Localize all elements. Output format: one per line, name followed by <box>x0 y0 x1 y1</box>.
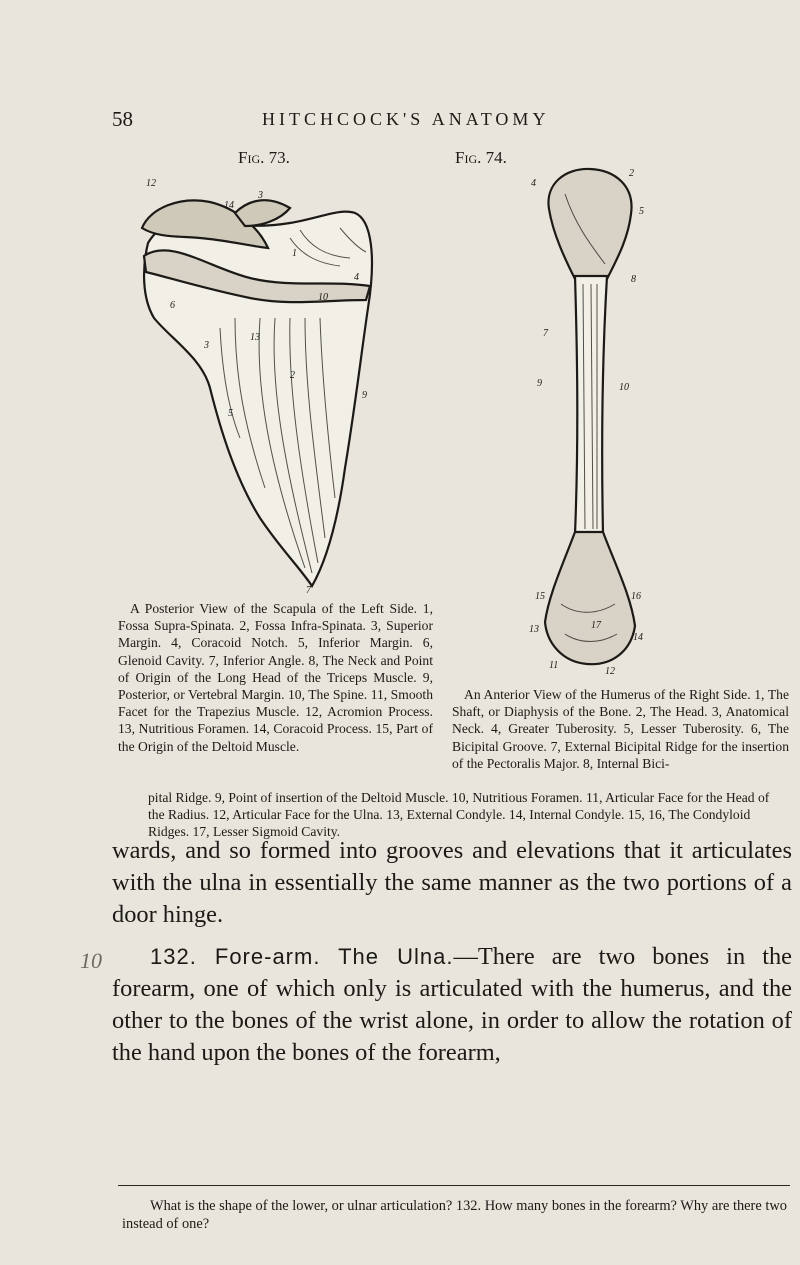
fig74-num-16: 16 <box>631 591 641 602</box>
fig73-num-9: 9 <box>362 390 367 401</box>
fig74-num-15: 15 <box>535 591 545 602</box>
fig73-num-12: 12 <box>146 178 156 189</box>
fig74-num-7: 7 <box>543 328 548 339</box>
fig74-num-9: 9 <box>537 378 542 389</box>
fig73-num-13: 13 <box>250 332 260 343</box>
fig73-num-14: 14 <box>224 200 234 211</box>
fig74-num-12: 12 <box>605 666 615 677</box>
fig74-num-5: 5 <box>639 206 644 217</box>
fig74-num-8: 8 <box>631 274 636 285</box>
running-head: HITCHCOCK'S ANATOMY <box>262 109 550 129</box>
humerus-illustration <box>529 164 645 677</box>
fig74-num-13: 13 <box>529 624 539 635</box>
humerus-head <box>548 169 631 279</box>
figure-74-caption: An Anterior View of the Humerus of the Right Side. 1, The Shaft, or Diaphysis of the Bone. 2, The Head. 3, Anatomical Neck. 4, Greater Tuberosity. 5, Lesser Tuberosity. 6, The Bicipital Groove. 7, External Bicipital Ridge for the insertion of the Pectoralis Major. 8, Internal Bici- <box>452 687 789 771</box>
footnote-rule <box>118 1185 790 1186</box>
body-paragraph-2-text: —There are two bones in the forearm, one of which only is articulated with the humerus, and the other to the bones of the wrist alone, in order to allow the rotation of the hand upon the bones of the forearm, <box>112 943 792 1066</box>
fig73-num-3: 3 <box>258 190 263 201</box>
footnote: What is the shape of the lower, or ulnar articulation? 132. How many bones in the forearm? Why are there two instead of one? <box>122 1198 787 1232</box>
fig73-num-10: 10 <box>318 292 328 303</box>
page-number: 58 <box>112 107 133 131</box>
figure-74-caption-continued: pital Ridge. 9, Point of insertion of the Deltoid Muscle. 10, Nutritious Foramen. 11, Articular Face for the Head of the Radius. 12, Articular Face for the Ulna. 13, External Condyle. 14, Internal Condyle. 15, 16, The Condyloid Ridges. 17, Lesser Sigmoid Cavity. <box>148 790 770 840</box>
body-paragraph-2 <box>112 941 792 1069</box>
humerus-lower-end <box>545 532 635 664</box>
coracoid-process <box>235 200 290 226</box>
fig73-num-2: 2 <box>290 370 295 381</box>
body-paragraph-1: wards, and so formed into grooves and elevations that it articulates with the ulna in essentially the same manner as the two portions of a door hinge. <box>112 837 792 928</box>
margin-annotation: 10 <box>80 948 102 973</box>
fig73-num-1: 1 <box>292 248 297 259</box>
fig74-num-11: 11 <box>549 660 559 671</box>
fig73-num-7: 7 <box>306 585 311 596</box>
fig74-num-14: 14 <box>633 632 643 643</box>
fig74-num-4: 4 <box>531 178 536 189</box>
fig73-num-6: 6 <box>170 300 175 311</box>
fig73-num-4: 4 <box>354 272 359 283</box>
figure-73-caption: A Posterior View of the Scapula of the Left Side. 1, Fossa Supra-Spinata. 2, Fossa Infra-Spinata. 3, Superior Margin. 4, Coracoid Notch. 5, Inferior Margin. 6, Glenoid Cavity. 7, Inferior Angle. 8, The Neck and Point of Origin of the Long Head of the Triceps Muscle. 9, Posterior, or Vertebral Margin. 10, The Spine. 11, Smooth Facet for the Trapezius Muscle. 12, Acromion Process. 13, Nutritious Foramen. 14, Coracoid Process. 15, Part of the Origin of the Deltoid Muscle. <box>118 601 433 754</box>
section-heading: 132. Fore-arm. The Ulna. <box>150 944 454 969</box>
fig73-num-3b: 3 <box>204 340 209 351</box>
scapula-illustration <box>140 168 380 596</box>
fig73-num-5: 5 <box>228 408 233 419</box>
figure-73-label: Fig. 73. <box>238 148 290 167</box>
fig74-num-17: 17 <box>591 620 601 631</box>
fig74-num-2: 2 <box>629 168 634 179</box>
figure-74-label: Fig. 74. <box>455 148 507 167</box>
fig74-num-10: 10 <box>619 382 629 393</box>
